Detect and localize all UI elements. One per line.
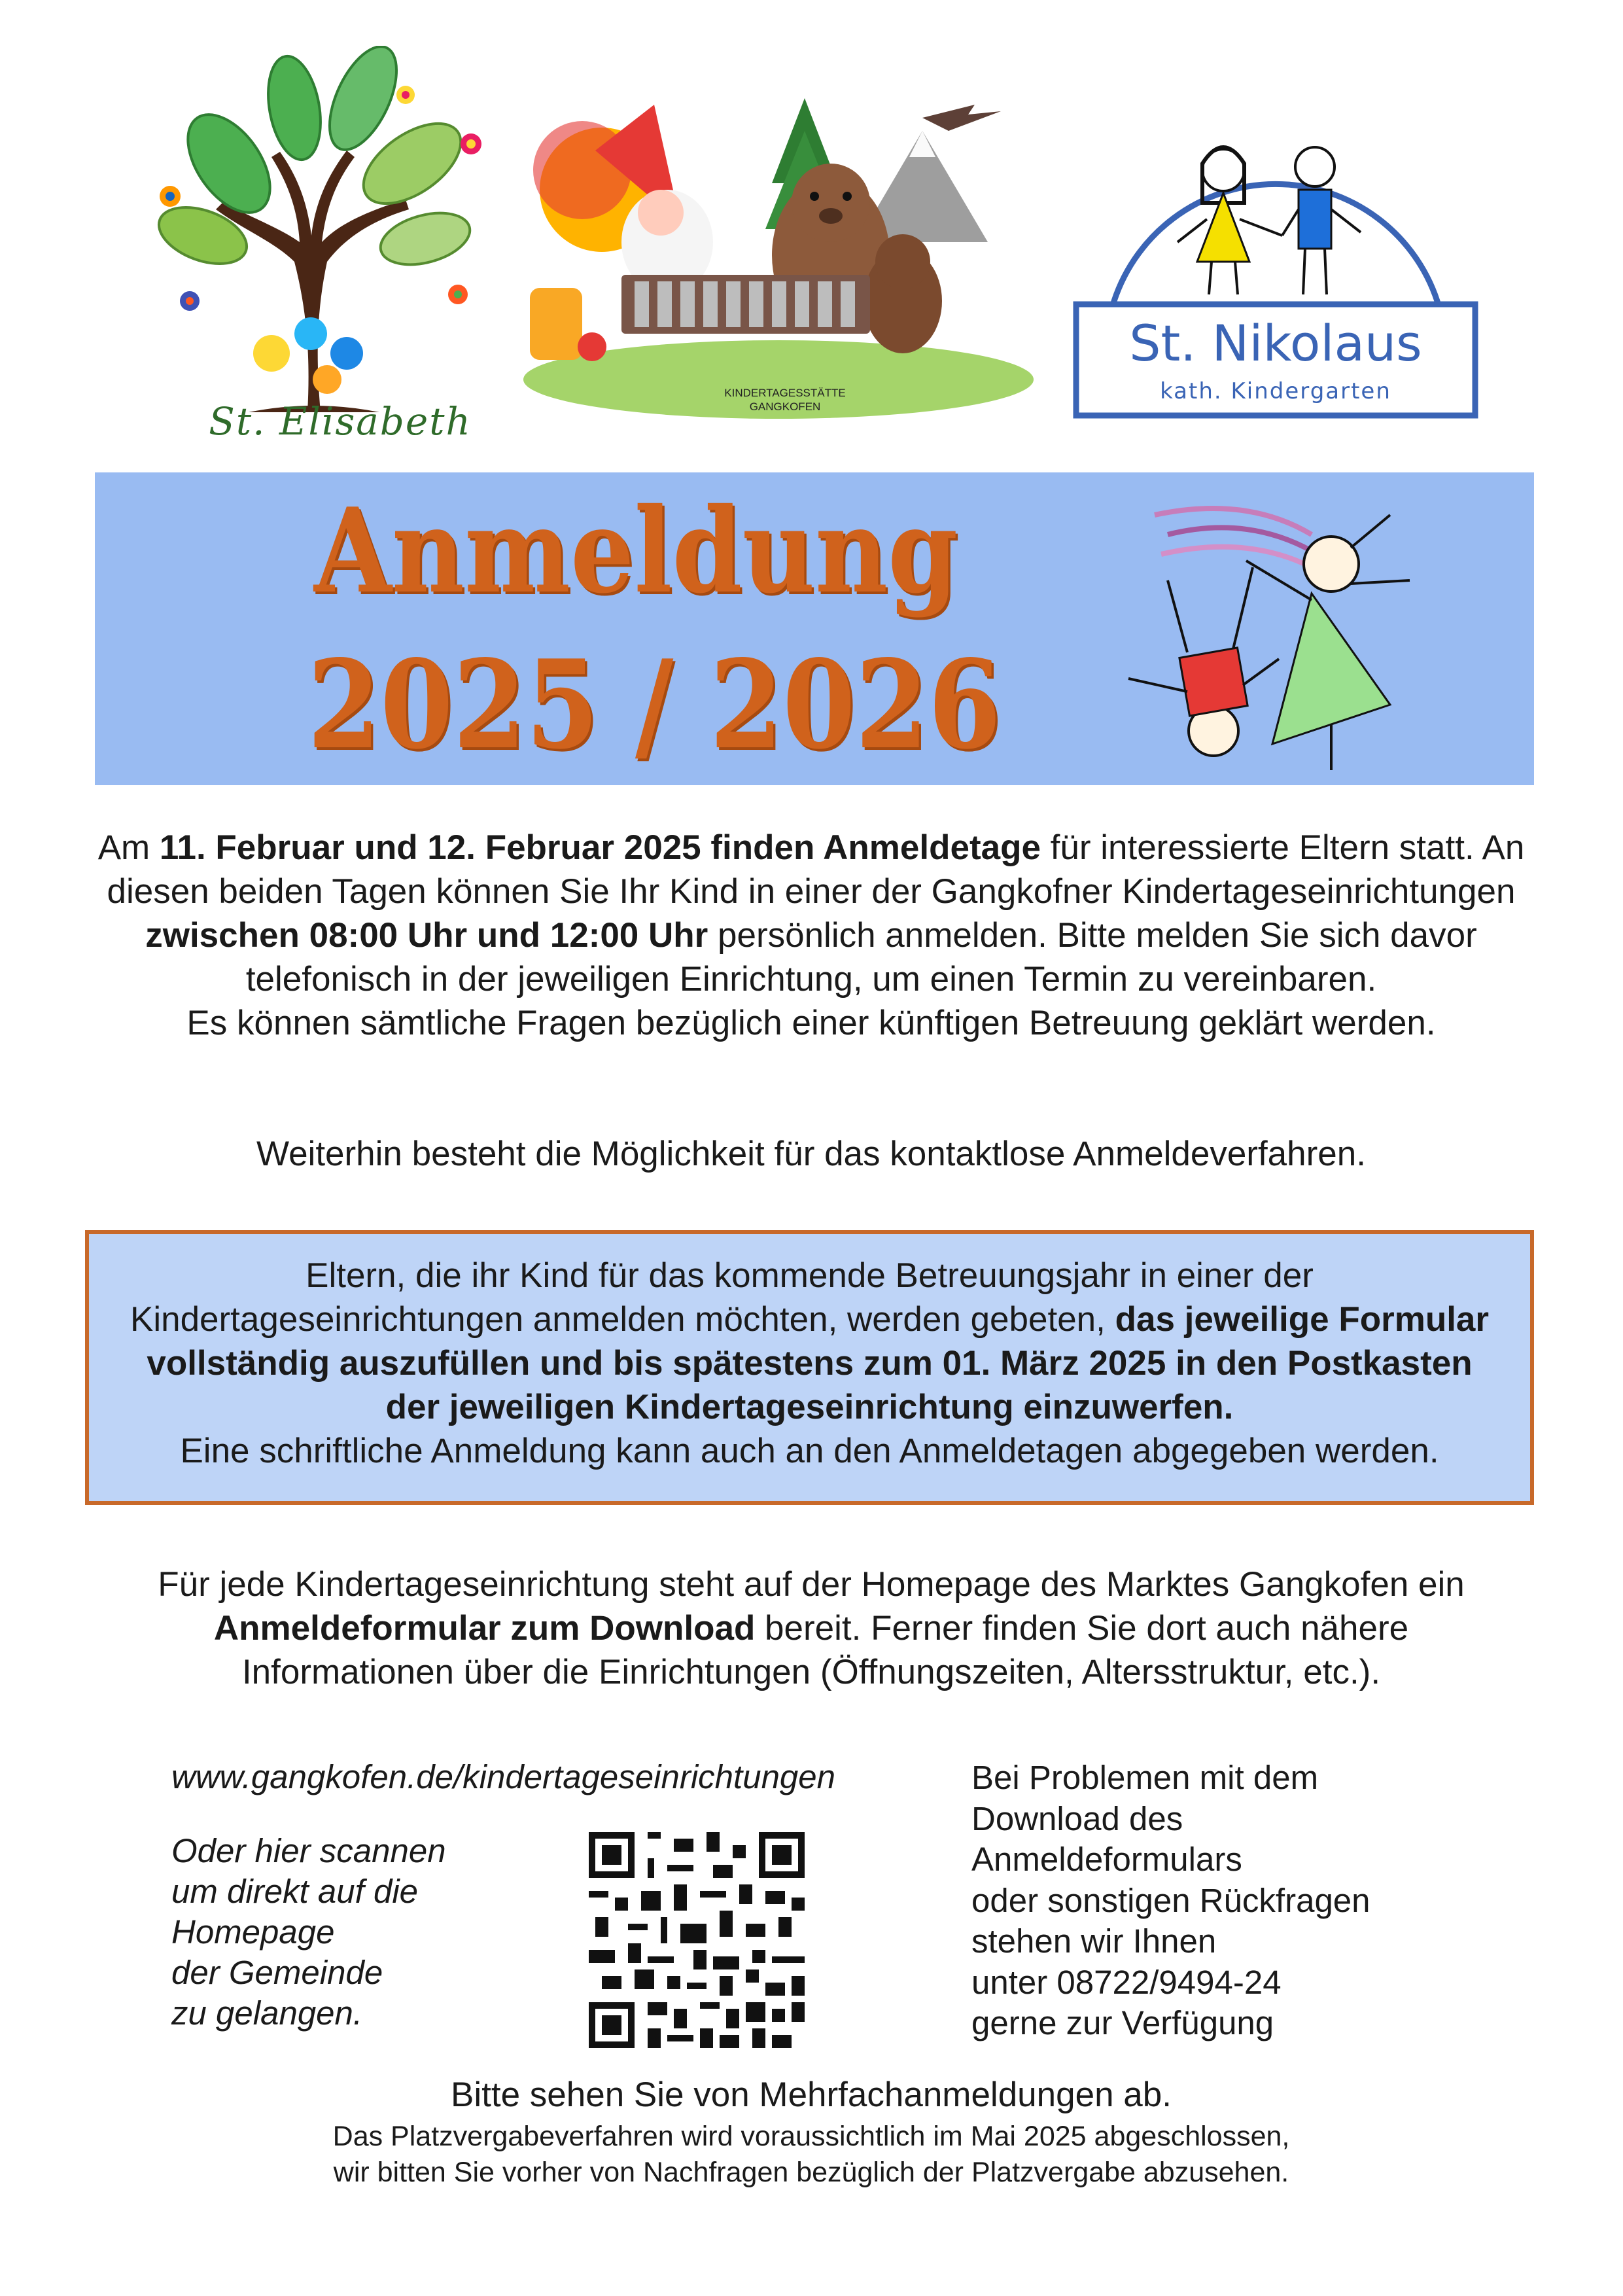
st-elisabeth-label: St. Elisabeth [209, 399, 472, 444]
help-line: gerne zur Verfügung [971, 2004, 1274, 2041]
qr-code-icon[interactable] [589, 1832, 805, 2048]
registration-banner [95, 472, 1534, 785]
scan-line: Homepage [171, 1913, 335, 1951]
homepage-link[interactable]: www.gangkofen.de/kindertageseinrichtungen [171, 1758, 836, 1795]
contactless-note: Weiterhin besteht die Möglichkeit für das kontaktlose Anmeldeverfahren. [256, 1135, 1366, 1173]
nikolaus-subtitle: kath. Kindergarten [1160, 378, 1391, 404]
scan-instructions [171, 1831, 564, 2034]
nikolaus-title: St. Nikolaus [1129, 314, 1422, 372]
intro-text: Am [97, 828, 160, 867]
kindertagesstaette-logo [517, 92, 1034, 419]
box-note: Eine schriftliche Anmeldung kann auch an den Anmeldetagen abgegeben werden. [180, 1432, 1439, 1470]
registration-dates: 11. Februar und 12. Februar 2025 finden Anmeldetage [159, 828, 1041, 867]
kindertagesstaette-caption [687, 386, 883, 414]
caption-line-2: GANGKOFEN [749, 400, 821, 413]
instruction-box [85, 1230, 1534, 1505]
intro-text: persönlich anmelden. Bitte melden Sie sich davor telefonisch in der jeweiligen Einrichtung, um einen Termin zu vereinbaren. [245, 916, 1477, 998]
closing-note-line: Das Platzvergabeverfahren wird voraussichtlich im Mai 2025 abgeschlossen, [332, 2121, 1290, 2152]
intro-questions: Es können sämtliche Fragen bezüglich einer künftigen Betreuung geklärt werden. [186, 1004, 1436, 1042]
box-text: Eltern, die ihr Kind für das kommende Betreuungsjahr in einer der Kindertageseinrichtungen anmelden möchten, werden gebeten, [130, 1256, 1314, 1339]
scan-line: zu gelangen. [171, 1994, 363, 2032]
help-line: Download des [971, 1799, 1183, 1837]
intro-text: für interessierte Eltern statt. An diesen beiden Tagen können Sie Ihr Kind in einer der Gangkofner Kindertageseinrichtungen [107, 828, 1525, 911]
closing-note-line: wir bitten Sie vorher von Nachfragen bezüglich der Platzvergabe abzusehen. [333, 2157, 1289, 2188]
download-form: Anmeldeformular zum Download [213, 1609, 756, 1648]
playing-children-icon [1115, 489, 1482, 777]
banner-years: 2025 / 2026 [307, 633, 1002, 776]
download-text: Für jede Kindertageseinrichtung steht auf der Homepage des Marktes Gangkofen ein [158, 1565, 1465, 1604]
caption-line-1: KINDERTAGESSTÄTTE [724, 387, 846, 399]
help-phone: unter 08722/9494-24 [971, 1963, 1282, 2001]
banner-title: Anmeldung [314, 482, 958, 619]
intro-paragraph [92, 826, 1531, 1045]
tree-icon [131, 46, 523, 451]
help-line: Anmeldeformulars [971, 1841, 1242, 1878]
help-line: Bei Problemen mit dem [971, 1759, 1319, 1796]
scan-line: um direkt auf die [171, 1873, 419, 1910]
closing-note [92, 2119, 1531, 2191]
help-line: stehen wir Ihnen [971, 1922, 1217, 1960]
download-text: bereit. Ferner finden Sie dort auch nähere Informationen über die Einrichtungen (Öffnungszeiten, Altersstruktur, etc.). [241, 1609, 1409, 1691]
registration-hours: zwischen 08:00 Uhr und 12:00 Uhr [145, 916, 708, 955]
help-contact [971, 1757, 1495, 2044]
scan-line: der Gemeinde [171, 1954, 383, 1991]
box-deadline: das jeweilige Formular vollständig auszufüllen und bis spätestens zum 01. März 2025 in den Postkasten der jeweiligen Kindertageseinrichtung einzuwerfen. [147, 1300, 1490, 1426]
st-nikolaus-logo [1073, 92, 1478, 419]
help-line: oder sonstigen Rückfragen [971, 1881, 1370, 1919]
download-paragraph [92, 1563, 1531, 1694]
scan-line: Oder hier scannen [171, 1832, 446, 1869]
st-elisabeth-logo [131, 46, 523, 451]
closing-request: Bitte sehen Sie von Mehrfachanmeldungen ab. [451, 2075, 1172, 2114]
gnome-and-bears-illustration [517, 92, 1034, 419]
